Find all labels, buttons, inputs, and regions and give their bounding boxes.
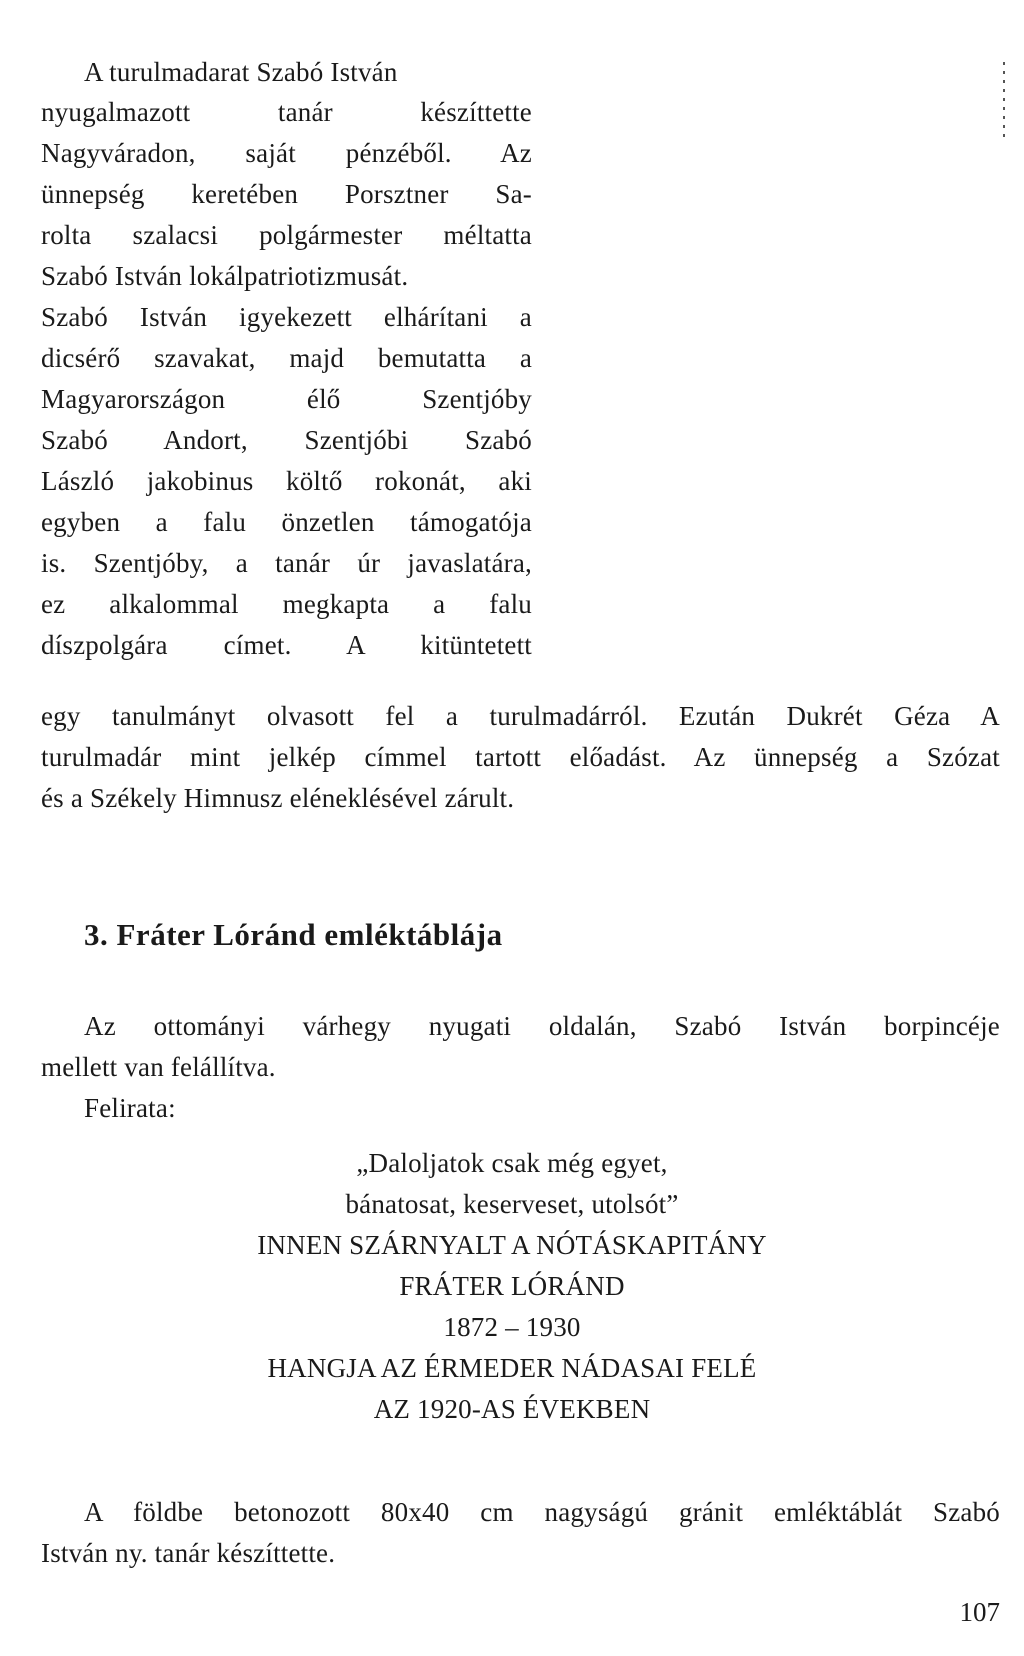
text-line: Magyarországon élő Szentjóby: [41, 384, 532, 414]
inscription-line: 1872 – 1930: [443, 1312, 581, 1342]
text-line: egy tanulmányt olvasott fel a turulmadárról. Ezután Dukrét Géza A: [41, 701, 1000, 731]
text-line: és a Székely Himnusz eléneklésével zárult.: [41, 783, 515, 813]
text-line: László jakobinus költő rokonát, aki: [41, 466, 532, 496]
inscription-line: „Daloljatok csak még egyet,: [356, 1148, 668, 1178]
text-line: rolta szalacsi polgármester méltatta: [41, 220, 532, 250]
text-line: dicsérő szavakat, majd bemutatta a: [41, 343, 532, 373]
inscription-line: bánatosat, keserveset, utolsót”: [345, 1189, 679, 1219]
text-line: turulmadár mint jelkép címmel tartott előadást. Az ünnepség a Szózat: [41, 742, 1000, 772]
inscription-line: FRÁTER LÓRÁND: [399, 1271, 625, 1301]
text-line: ünnepség keretében Porsztner Sa-: [41, 179, 532, 209]
text-line: Szabó István lokálpatriotizmusát.: [41, 261, 409, 291]
section-heading: 3. Fráter Lóránd emléktáblája: [84, 917, 503, 952]
text-line: ez alkalommal megkapta a falu: [41, 589, 532, 619]
inscription-line: INNEN SZÁRNYALT A NÓTÁSKAPITÁNY: [257, 1230, 767, 1260]
text-line: Szabó Andort, Szentjóbi Szabó: [41, 425, 532, 455]
text-line: is. Szentjóby, a tanár úr javaslatára,: [41, 548, 532, 578]
text-line: mellett van felállítva.: [41, 1052, 276, 1082]
inscription-label: Felirata:: [84, 1093, 176, 1123]
text-line: A turulmadarat Szabó István: [84, 57, 398, 87]
page-number: 107: [959, 1597, 1000, 1627]
inscription-line: AZ 1920-AS ÉVEKBEN: [373, 1394, 651, 1424]
text-line: nyugalmazott tanár készíttette: [41, 97, 532, 127]
text-line: A földbe betonozott 80x40 cm nagyságú gránit emléktáblát Szabó: [84, 1497, 1000, 1527]
text-line: Szabó István igyekezett elhárítani a: [41, 302, 532, 332]
text-line: István ny. tanár készíttette.: [41, 1538, 336, 1568]
text-line: egyben a falu önzetlen támogatója: [41, 507, 532, 537]
inscription-line: HANGJA AZ ÉRMEDER NÁDASAI FELÉ: [267, 1353, 757, 1383]
text-line: Az ottományi várhegy nyugati oldalán, Szabó István borpincéje: [84, 1011, 1000, 1041]
text-line: Nagyváradon, saját pénzéből. Az: [41, 138, 532, 168]
text-line: díszpolgára címet. A kitüntetett: [41, 630, 532, 660]
margin-mark: [1003, 62, 1005, 137]
